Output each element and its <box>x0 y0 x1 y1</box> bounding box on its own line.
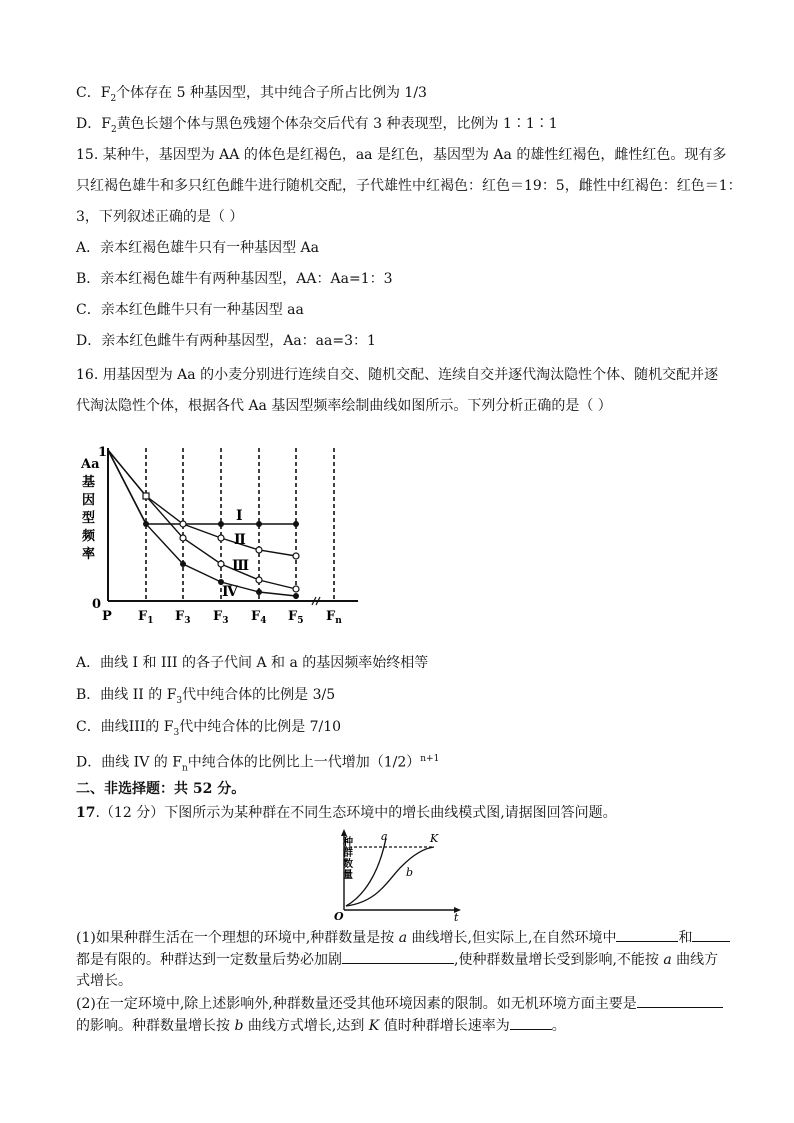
q17-p1-line2: 都是有限的。种群达到一定数量后势必加剧 ,使种群数量增长受到影响,不能按 a 曲线方 <box>76 952 719 968</box>
q14-option-d: D．$F_2$黄色长翅个体与黑色残翅个体杂交后代有 3 种表现型，比例为 1∶1∶1 <box>76 116 558 135</box>
x-tick-label: $F_5$ <box>288 609 304 626</box>
q17-label-a: a <box>381 830 388 843</box>
q15-option-d: D．亲本红色雌牛有两种基因型，Aa：aa=3：1 <box>76 333 376 349</box>
q15-stem-line3: 3，下列叙述正确的是（ ） <box>76 209 244 225</box>
curve-label-II: Ⅱ <box>234 532 246 548</box>
section-heading: 二、非选择题：共 52 分。 <box>76 781 246 797</box>
x-tick-label: $F_4$ <box>251 609 267 626</box>
x-tick-label: $F_1$ <box>138 609 154 626</box>
q17-origin: O <box>334 910 344 922</box>
q17-curve-b <box>346 847 434 906</box>
chart-y-label-char: 率 <box>82 547 96 562</box>
chart-y-label-char: 型 <box>82 511 96 526</box>
q17-x-label: t <box>454 911 459 922</box>
q17-curve-a <box>346 838 386 906</box>
q16-genotype-frequency-chart <box>76 438 366 628</box>
curve-II <box>108 450 296 556</box>
q16-option-c: C．曲线III的 $F_3$代中纯合体的比例是 7/10 <box>76 719 342 738</box>
x-tick-label: $F_3$ <box>175 609 191 626</box>
q17-p1-line1: (1)如果种群生活在一个理想的环境中,种群数量是按 a 曲线增长,但实际上,在自然环境中 和 <box>76 928 730 947</box>
q15-option-b: B．亲本红褐色雄牛有两种基因型，AA：Aa=1：3 <box>76 271 393 287</box>
q16-stem-line1: 16. 用基因型为 Aa 的小麦分别进行连续自交、随机交配、连续自交并逐代淘汰隐性个体、随机交配并逐 <box>76 367 719 383</box>
q17-stem: 17.（12 分）下图所示为某种群在不同生态环境中的增长曲线模式图,请据图回答问题。 <box>76 805 617 821</box>
q15-stem-line2: 只红褐色雄牛和多只红色雌牛进行随机交配，子代雄性中红褐色：红色＝19：5，雌性中红褐色：红色＝1： <box>76 178 742 194</box>
q17-label-b: b <box>406 866 414 879</box>
answer-blank[interactable] <box>510 1016 552 1030</box>
curve-I <box>108 450 296 524</box>
curve-III <box>108 450 296 589</box>
x-tick-label: $F_3$ <box>213 609 229 626</box>
q16-option-d: D．曲线 IV 的 $F_n$中纯合体的比例比上一代增加$(1/2)^{n+1}$ <box>76 754 440 774</box>
q14-option-c: C．$F_2$个体存在 5 种基因型，其中纯合子所占比例为 1/3 <box>76 85 427 104</box>
q17-p2-line1: (2)在一定环境中,除上述影响外,种群数量还受其他环境因素的限制。如无机环境方面主要是 <box>76 994 723 1013</box>
q17-y-label: 种群数量 <box>340 836 352 880</box>
q16-stem-line2: 代淘汰隐性个体，根据各代 Aa 基因型频率绘制曲线如图所示。下列分析正确的是（ ） <box>76 398 612 414</box>
chart-y-label-char: 因 <box>82 493 96 508</box>
curve-label-III: Ⅲ <box>232 558 250 574</box>
q15-option-a: A．亲本红褐色雄牛只有一种基因型 Aa <box>76 240 320 256</box>
q17-label-k: K <box>430 832 439 845</box>
answer-blank[interactable] <box>342 950 454 964</box>
chart-y-label-top: Aa <box>81 457 100 472</box>
chart-y-label-char: 频 <box>82 529 96 544</box>
answer-blank[interactable] <box>692 928 730 942</box>
q17-p2-line2: 的影响。种群数量增长按 b 曲线方式增长,达到 K 值时种群增长速率为 。 <box>76 1018 566 1034</box>
curve-IV <box>108 450 296 596</box>
curve-label-IV: Ⅳ <box>222 584 238 600</box>
x-tick-label: P <box>102 609 112 624</box>
curve-label-I: Ⅰ <box>236 508 243 524</box>
q16-option-a: A．曲线 I 和 III 的各子代间 A 和 a 的基因频率始终相等 <box>76 655 429 671</box>
chart-y-one: 1 <box>98 445 108 460</box>
q17-population-growth-chart <box>334 828 464 922</box>
q17-p1-line3: 式增长。 <box>76 973 132 989</box>
answer-blank[interactable] <box>637 994 723 1008</box>
chart-origin: 0 <box>92 597 102 612</box>
q15-option-c: C．亲本红色雌牛只有一种基因型 aa <box>76 302 304 318</box>
answer-blank[interactable] <box>616 928 678 942</box>
q15-stem-line1: 15. 某种牛，基因型为 AA 的体色是红褐色，aa 是红色，基因型为 Aa 的雄性红褐色，雌性红色。现有多 <box>76 147 727 163</box>
x-tick-label: $F_n$ <box>326 609 342 626</box>
chart-y-label-char: 基 <box>82 475 96 490</box>
q16-option-b: B．曲线 II 的 $F_3$代中纯合体的比例是 3/5 <box>76 687 336 706</box>
